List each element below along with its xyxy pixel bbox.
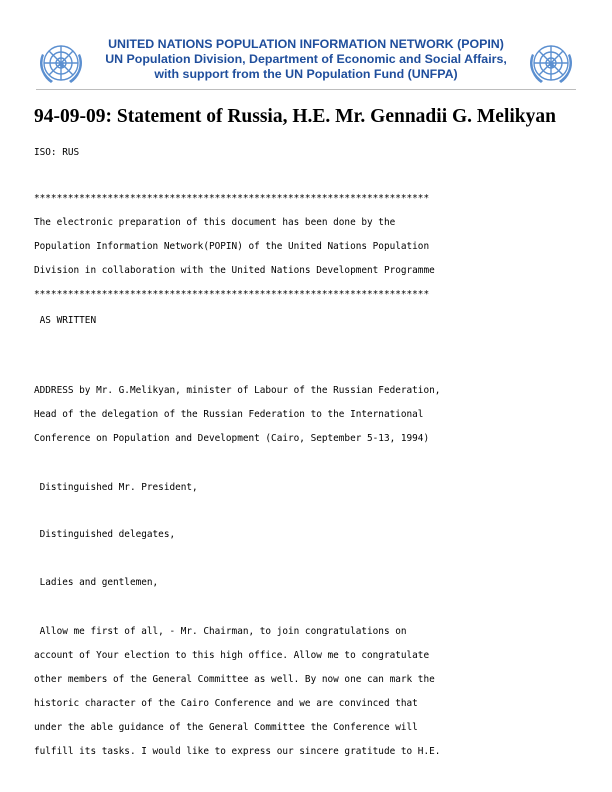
document-title: 94-09-09: Statement of Russia, H.E. Mr. Gennadii G. Melikyan	[34, 106, 556, 127]
un-emblem-icon	[526, 38, 576, 88]
prep-line: Division in collaboration with the United Nations Development Programme	[34, 265, 435, 276]
address-line: Conference on Population and Development (Cairo, September 5-13, 1994)	[34, 433, 430, 444]
iso-code: ISO: RUS	[34, 147, 80, 158]
body-line: account of Your election to this high office. Allow me to congratulate	[34, 650, 430, 661]
header-divider	[36, 89, 576, 90]
body-line: historic character of the Cairo Conference and we are convinced that	[34, 698, 418, 709]
un-emblem-icon	[36, 38, 86, 88]
greeting-line: Distinguished delegates,	[34, 529, 176, 540]
header-line-2: UN Population Division, Department of Economic and Social Affairs,	[105, 52, 507, 66]
header-line-1: UNITED NATIONS POPULATION INFORMATION NETWORK (POPIN)	[108, 37, 504, 51]
greeting-line: Ladies and gentlemen,	[34, 577, 159, 588]
header-title	[86, 37, 526, 82]
header-line-3: with support from the UN Population Fund (UNFPA)	[154, 67, 458, 81]
address-line: Head of the delegation of the Russian Federation to the International	[34, 409, 424, 420]
body-line: other members of the General Committee as well. By now one can mark the	[34, 674, 435, 685]
star-separator: **********************************************************************	[34, 193, 430, 204]
prep-line: Population Information Network(POPIN) of the United Nations Population	[34, 241, 430, 252]
as-written-label: AS WRITTEN	[34, 315, 97, 326]
prep-line: The electronic preparation of this document has been done by the	[34, 217, 396, 228]
greeting-line: Distinguished Mr. President,	[34, 482, 198, 493]
star-separator: **********************************************************************	[34, 289, 430, 300]
body-line: fulfill its tasks. I would like to express our sincere gratitude to H.E.	[34, 746, 441, 757]
body-line: under the able guidance of the General Committee the Conference will	[34, 722, 418, 733]
address-line: ADDRESS by Mr. G.Melikyan, minister of Labour of the Russian Federation,	[34, 385, 441, 396]
body-line: Allow me first of all, - Mr. Chairman, to join congratulations on	[34, 626, 407, 637]
